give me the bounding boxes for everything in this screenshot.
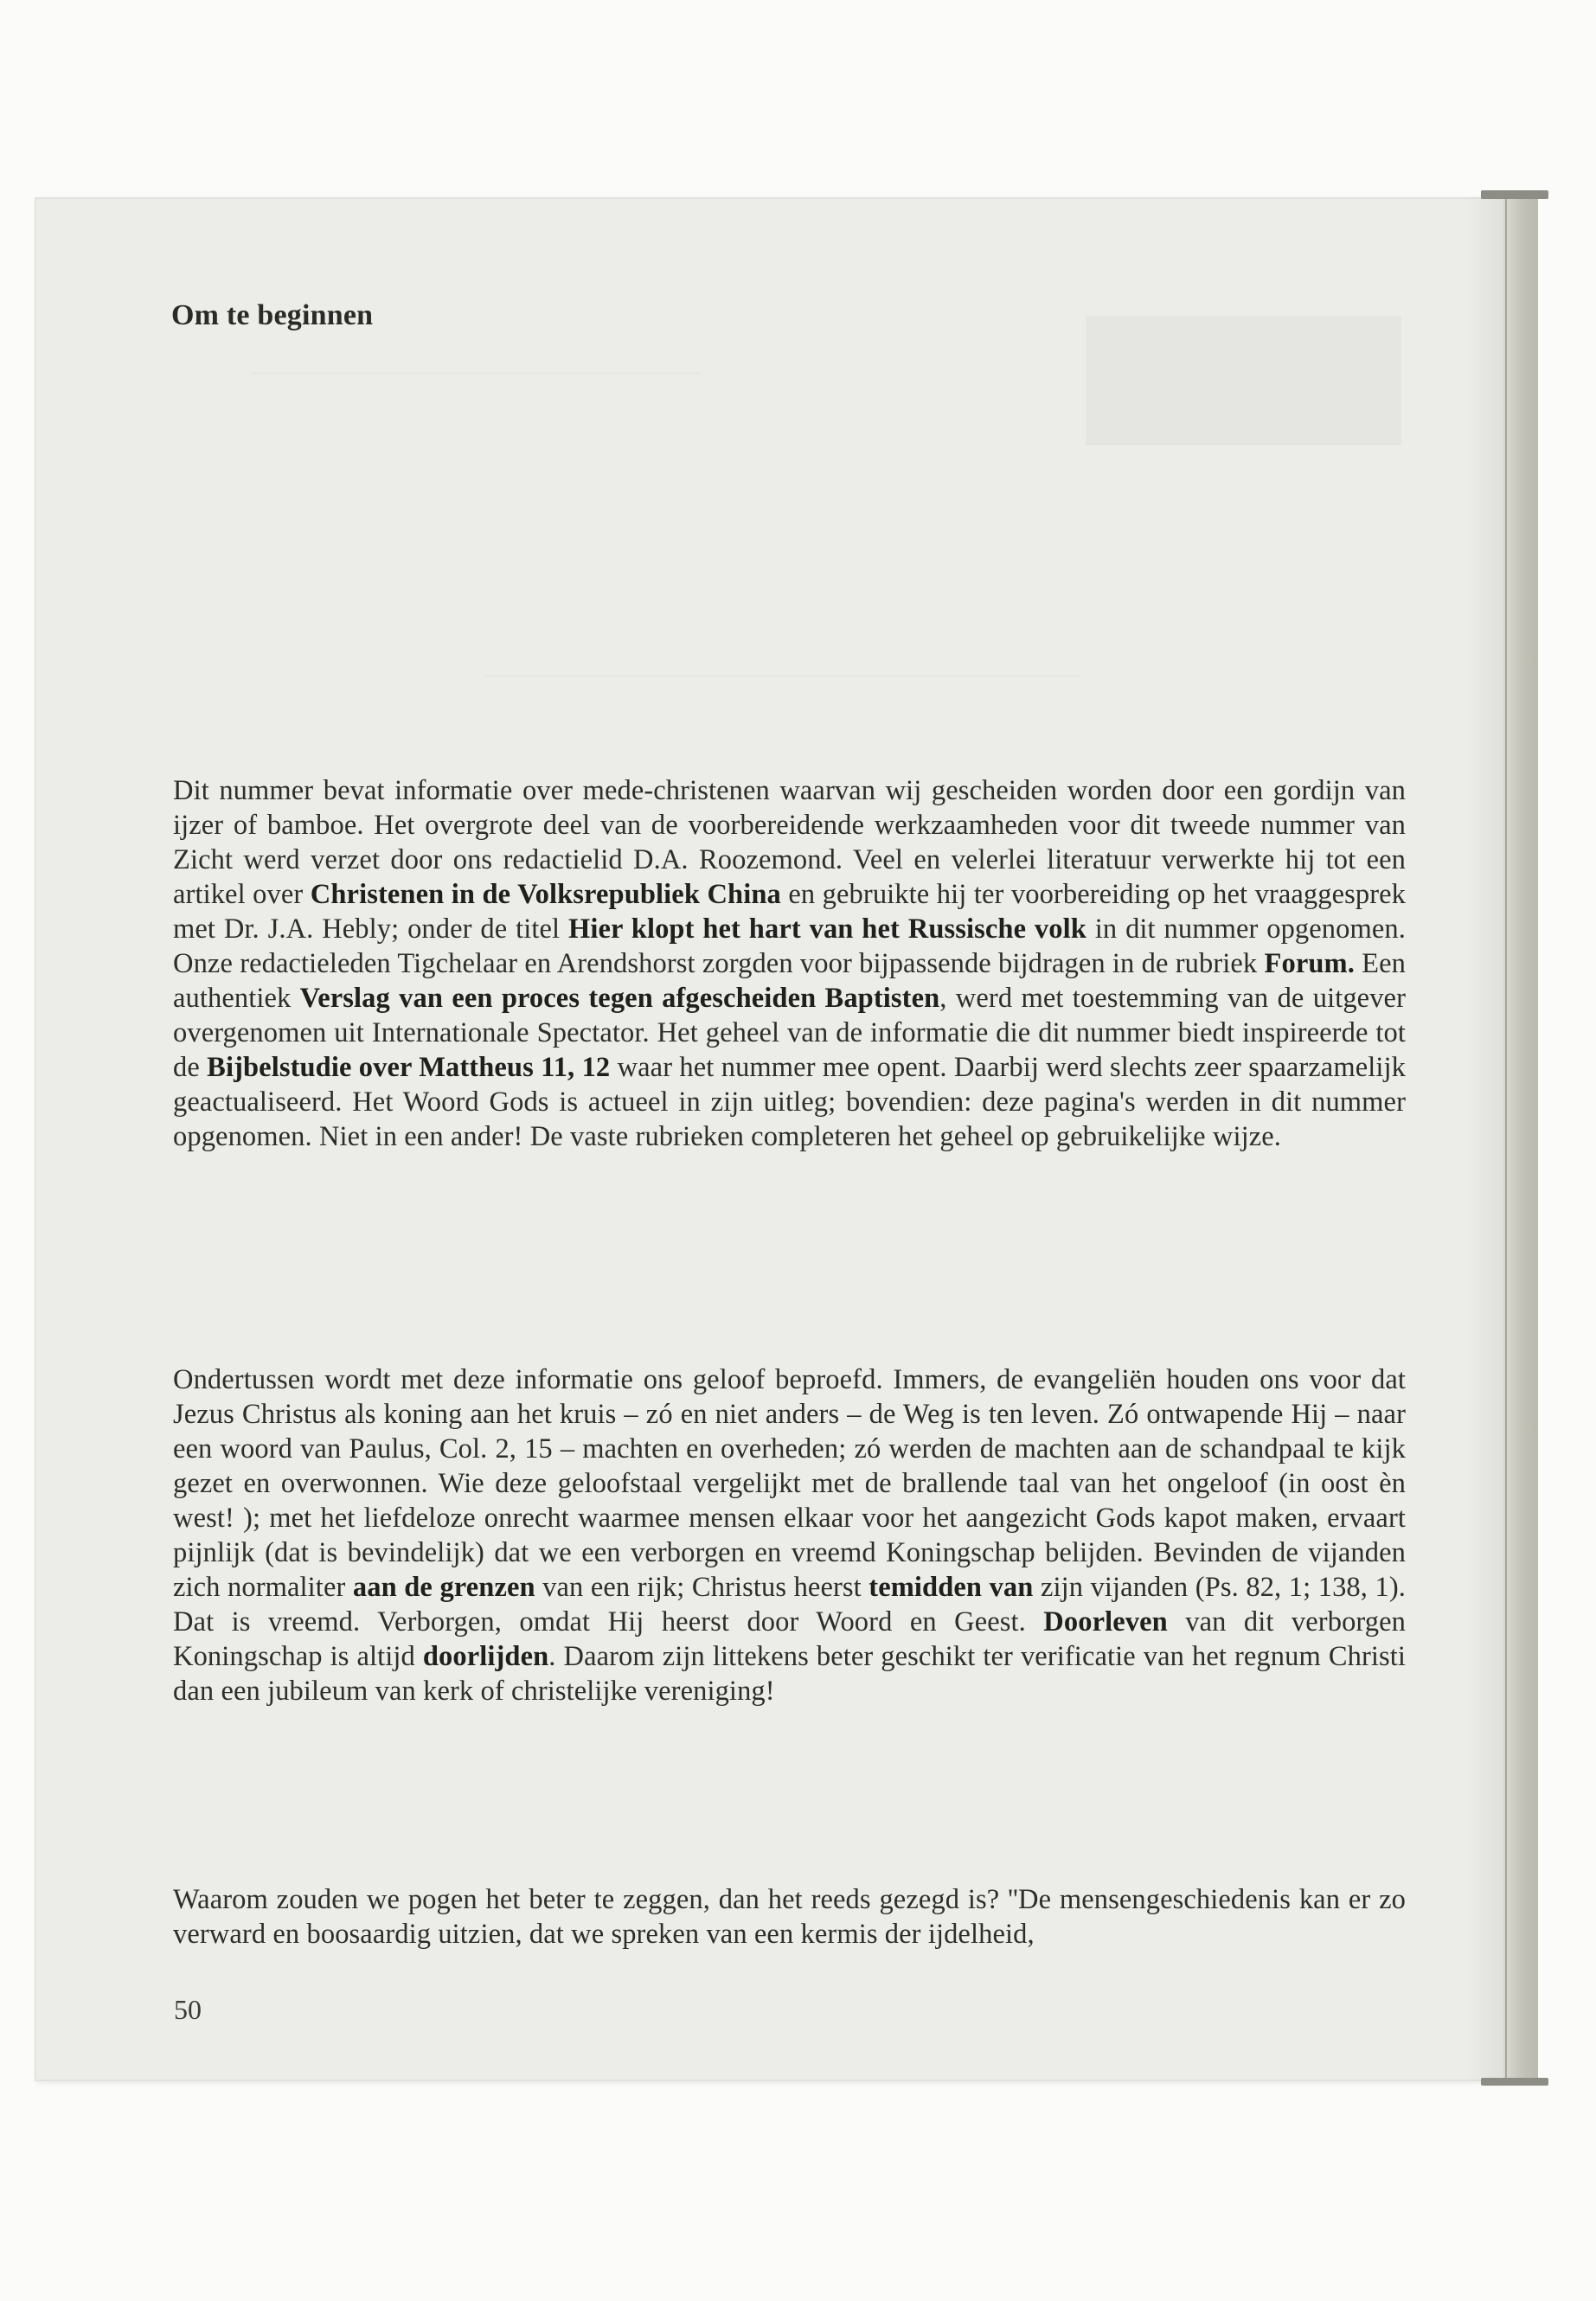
text-run: van een rijk; Christus heerst: [535, 1572, 869, 1603]
bold-phrase: doorlijden: [422, 1641, 549, 1672]
book-edge-top: [1481, 190, 1548, 199]
page-number: 50: [174, 1994, 202, 2025]
text-run: Een authentiek: [173, 948, 1406, 1014]
show-through-line: [484, 675, 1081, 677]
section-heading: Om te beginnen: [171, 299, 374, 331]
bold-phrase: Bijbelstudie over Mattheus 11, 12: [207, 1052, 611, 1083]
show-through-line: [251, 372, 701, 375]
text-run: . Daarom zijn littekens beter geschikt ter verificatie van het regnum Christi dan een jubileum van kerk of christelijke vereniging!: [173, 1641, 1406, 1707]
bold-phrase: temidden van: [869, 1572, 1034, 1603]
text-run: Waarom zouden we pogen het beter te zeggen, dan het reeds gezegd is? ''De mensengeschiedenis kan er zo verward en boosaardig uitzien, dat we spreken van een kermis der ijdelheid,: [173, 1884, 1406, 1950]
bold-phrase: Doorleven: [1043, 1606, 1168, 1638]
text-run: in dit nummer opgenomen. Onze redactieleden Tigchelaar en Arendshorst zorgden voor bijpassende bijdragen in de rubriek: [173, 913, 1406, 979]
paragraph-3: [173, 1882, 1406, 1952]
text-run: en gebruikte hij ter voorbereiding op het vraaggesprek met Dr. J.A. Hebly; onder de titel: [173, 879, 1407, 945]
bold-phrase: Hier klopt het hart van het Russische volk: [567, 913, 1086, 945]
bold-phrase: Forum.: [1264, 948, 1355, 979]
text-run: , werd met toestemming van de uitgever overgenomen uit Internationale Spectator. Het geheel van de informatie die dit nummer biedt inspireerde tot de: [173, 983, 1407, 1083]
show-through-block: [1086, 316, 1401, 445]
text-run: zijn vijanden (Ps. 82, 1; 138, 1). Dat is vreemd. Verborgen, omdat Hij heerst door Woord en Geest.: [173, 1572, 1406, 1638]
text-run: van dit verborgen Koningschap is altijd: [173, 1606, 1406, 1672]
text-run: waar het nummer mee opent. Daarbij werd slechts zeer spaarzamelijk geactualiseerd. Het Woord Gods is actueel in zijn uitleg; bovendien: deze pagina's werden in dit nummer opgenomen. Niet in een ander! De vaste rubrieken completeren het geheel op gebruikelijke wijze.: [173, 1052, 1406, 1152]
bold-phrase: aan de grenzen: [352, 1572, 535, 1603]
bold-phrase: Verslag van een proces tegen afgescheiden Baptisten: [299, 983, 940, 1014]
paragraph-2: [173, 1362, 1406, 1708]
book-edge-bottom: [1481, 2078, 1548, 2086]
text-run: Dit nummer bevat informatie over mede-christenen waarvan wij gescheiden worden door een gordijn van ijzer of bamboe. Het overgrote deel van de voorbereidende werkzaamheden voor dit tweede nummer van Zicht werd verzet door ons redactielid D.A. Roozemond. Veel en velerlei literatuur verwerkte hij tot een artikel over: [173, 775, 1406, 910]
bold-phrase: Christenen in de Volksrepubliek China: [310, 879, 781, 910]
paragraph-1: [173, 773, 1406, 1154]
spine-shadow: [1466, 197, 1505, 2081]
book-edge: [1505, 195, 1538, 2084]
text-run: Ondertussen wordt met deze informatie ons geloof beproefd. Immers, de evangeliën houden ons voor dat Jezus Christus als koning aan het kruis – zó en niet anders – de Weg is ten leven. Zó ontwapende Hij – naar een woord van Paulus, Col. 2, 15 – machten en overheden; zó werden de machten aan de schandpaal te kijk gezet en overwonnen. Wie deze geloofstaal vergelijkt met de brallende taal van het ongeloof (in oost èn west! ); met het liefdeloze onrecht waarmee mensen elkaar voor het aangezicht Gods kapot maken, ervaart pijnlijk (dat is bevindelijk) dat we een verborgen en vreemd Koningschap belijden. Bevinden de vijanden zich normaliter: [173, 1364, 1406, 1603]
